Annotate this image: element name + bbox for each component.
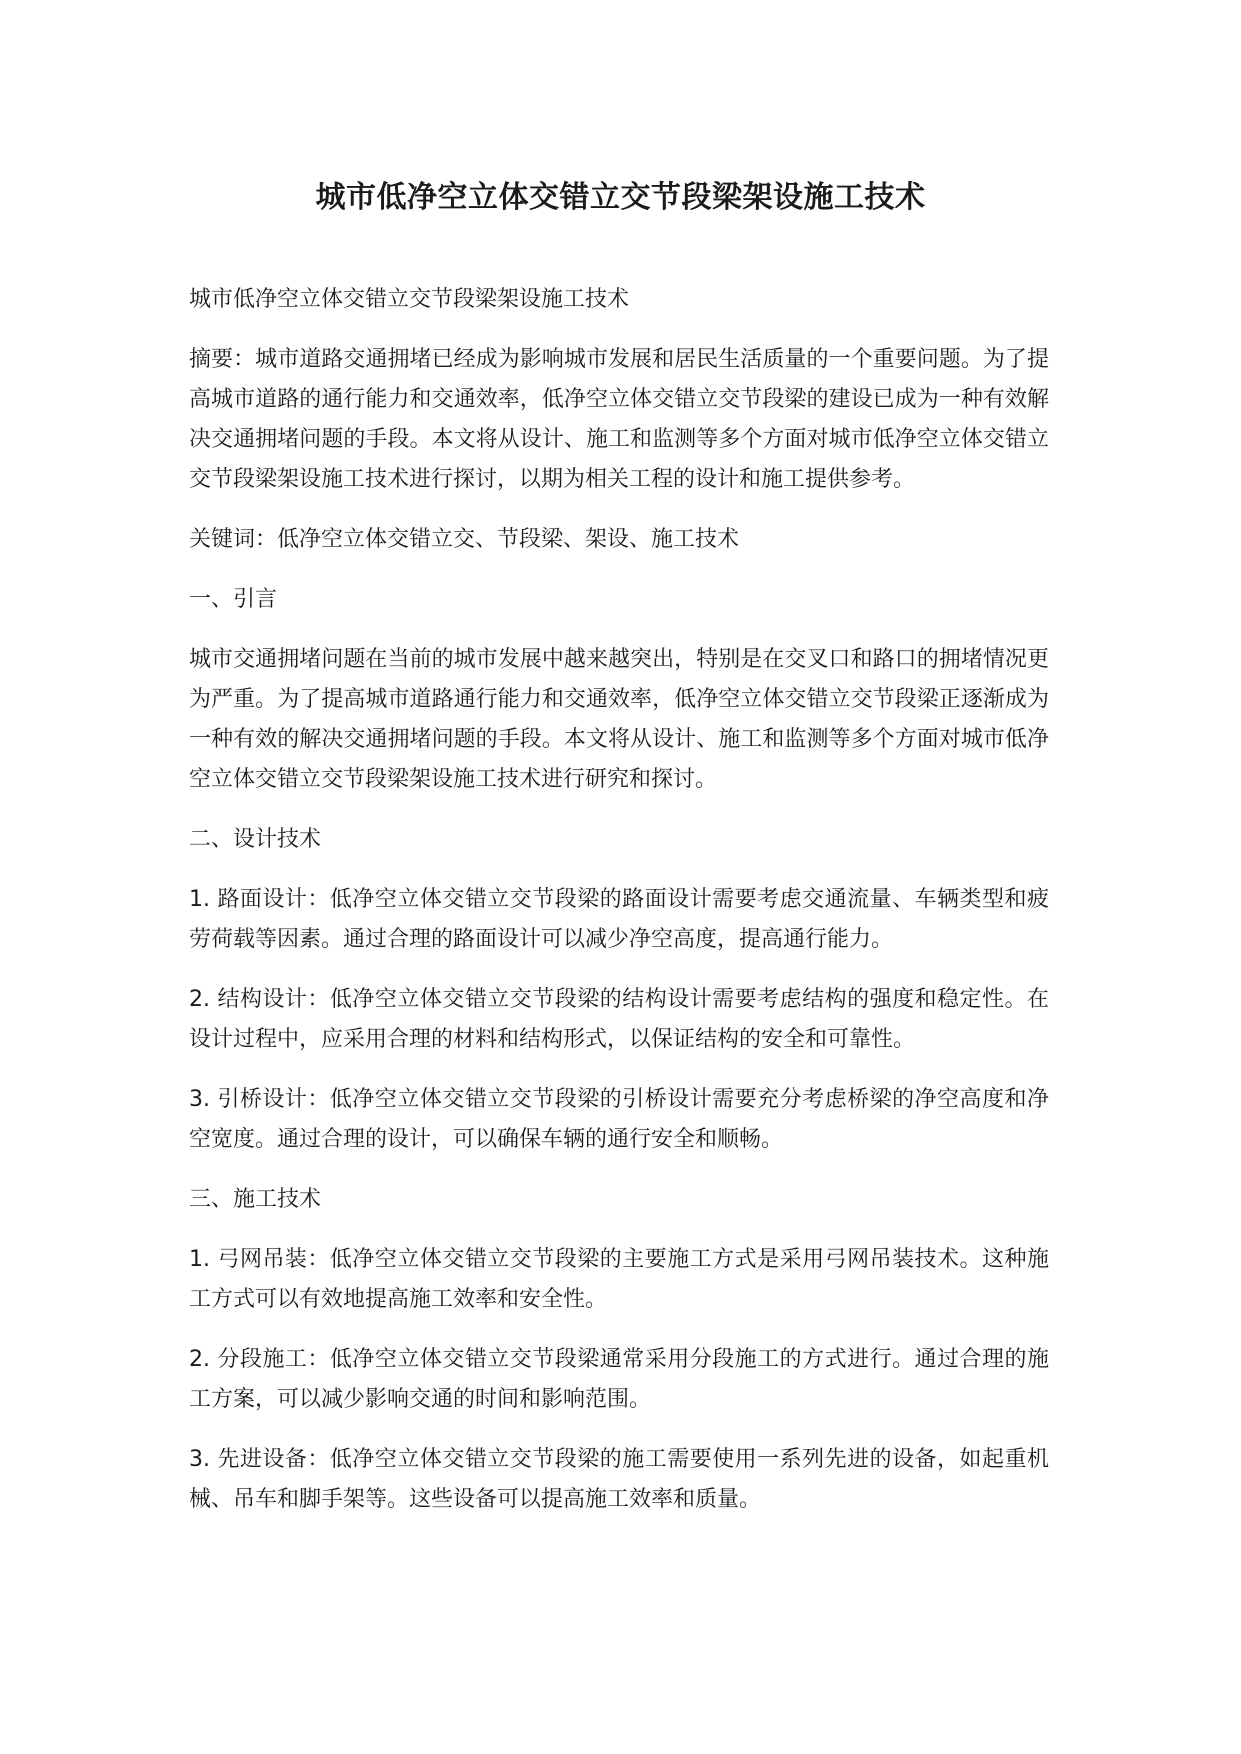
design-item-pavement: 1. 路面设计：低净空立体交错立交节段梁的路面设计需要考虑交通流量、车辆类型和疲劳荷载等因素。通过合理的路面设计可以减少净空高度，提高通行能力。 (189, 887, 1049, 952)
design-item-approach-bridge: 3. 引桥设计：低净空立体交错立交节段梁的引桥设计需要充分考虑桥梁的净空高度和净空宽度。通过合理的设计，可以确保车辆的通行安全和顺畅。 (189, 1087, 1049, 1152)
construction-item-hoisting: 1. 弓网吊装：低净空立体交错立交节段梁的主要施工方式是采用弓网吊装技术。这种施工方式可以有效地提高施工效率和安全性。 (189, 1247, 1049, 1312)
document-subtitle: 城市低净空立体交错立交节段梁架设施工技术 (189, 287, 630, 312)
abstract-paragraph: 摘要：城市道路交通拥堵已经成为影响城市发展和居民生活质量的一个重要问题。为了提高城市道路的通行能力和交通效率，低净空立体交错立交节段梁的建设已成为一种有效解决交通拥堵问题的手段。本文将从设计、施工和监测等多个方面对城市低净空立体交错立交节段梁架设施工技术进行探讨，以期为相关工程的设计和施工提供参考。 (189, 347, 1049, 492)
document-body (189, 280, 1049, 1540)
section-heading-design: 二、设计技术 (189, 827, 322, 852)
section-heading-construction: 三、施工技术 (189, 1187, 322, 1212)
construction-item-equipment: 3. 先进设备：低净空立体交错立交节段梁的施工需要使用一系列先进的设备，如起重机械、吊车和脚手架等。这些设备可以提高施工效率和质量。 (189, 1447, 1049, 1512)
section-heading-introduction: 一、引言 (189, 587, 278, 612)
introduction-paragraph: 城市交通拥堵问题在当前的城市发展中越来越突出，特别是在交叉口和路口的拥堵情况更为严重。为了提高城市道路通行能力和交通效率，低净空立体交错立交节段梁正逐渐成为一种有效的解决交通拥堵问题的手段。本文将从设计、施工和监测等多个方面对城市低净空立体交错立交节段梁架设施工技术进行研究和探讨。 (189, 647, 1049, 792)
design-item-structure: 2. 结构设计：低净空立体交错立交节段梁的结构设计需要考虑结构的强度和稳定性。在设计过程中，应采用合理的材料和结构形式，以保证结构的安全和可靠性。 (189, 987, 1049, 1052)
construction-item-segmented: 2. 分段施工：低净空立体交错立交节段梁通常采用分段施工的方式进行。通过合理的施工方案，可以减少影响交通的时间和影响范围。 (189, 1347, 1049, 1412)
keywords-paragraph: 关键词：低净空立体交错立交、节段梁、架设、施工技术 (189, 527, 740, 552)
document-title: 城市低净空立体交错立交节段梁架设施工技术 (315, 180, 926, 215)
